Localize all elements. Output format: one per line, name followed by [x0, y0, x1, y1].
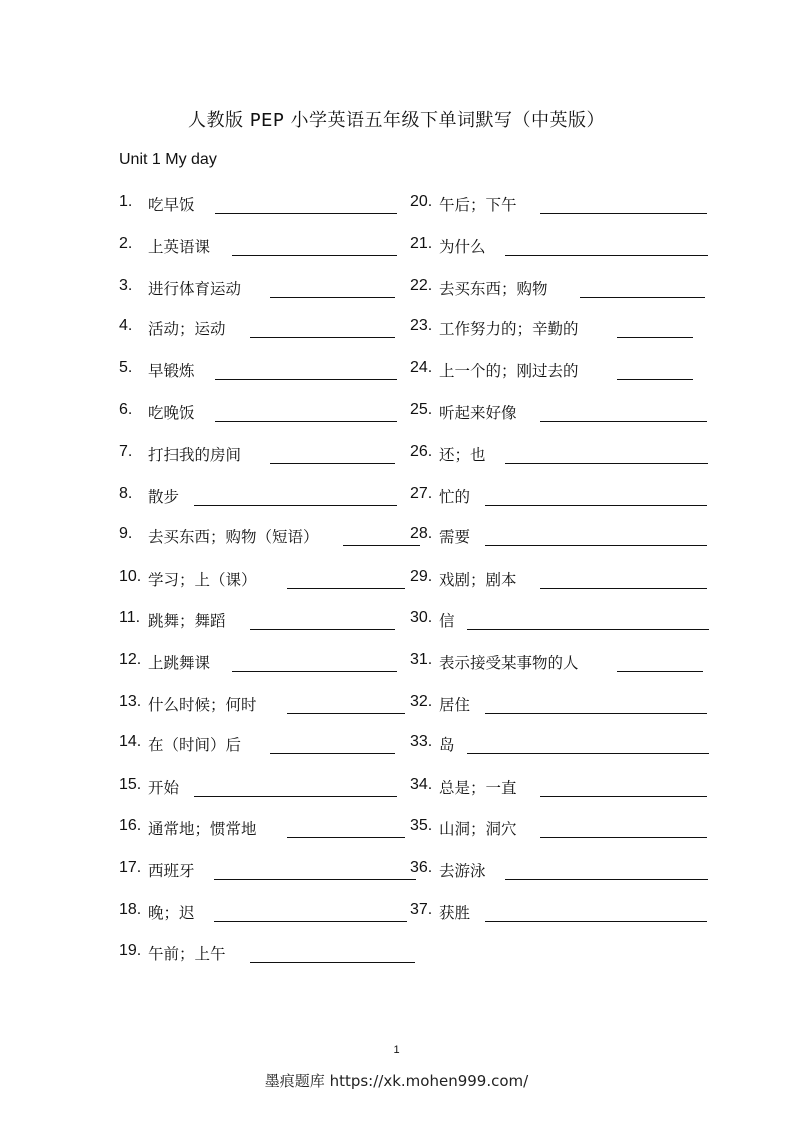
answer-blank-line[interactable] [485, 505, 707, 506]
item-chinese-meaning: 去买东西；购物（短语） [148, 528, 319, 546]
answer-blank-line[interactable] [540, 837, 707, 838]
item-chinese-meaning: 吃晚饭 [148, 404, 195, 422]
vocab-item [410, 817, 709, 839]
item-chinese-meaning: 学习；上（课） [148, 571, 257, 589]
vocab-item [410, 359, 695, 381]
answer-blank-line[interactable] [214, 879, 416, 880]
vocab-item [119, 693, 407, 715]
answer-blank-line[interactable] [270, 753, 395, 754]
vocab-item [410, 693, 709, 715]
answer-blank-line[interactable] [540, 588, 707, 589]
item-chinese-meaning: 表示接受某事物的人 [439, 654, 579, 672]
item-chinese-meaning: 打扫我的房间 [148, 446, 242, 464]
vocab-item [119, 235, 399, 257]
answer-blank-line[interactable] [617, 671, 703, 672]
item-number: 8. [119, 485, 133, 502]
vocab-item [410, 193, 709, 215]
item-number: 17. [119, 859, 142, 876]
item-chinese-meaning: 总是；一直 [439, 779, 517, 797]
vocab-item [119, 443, 397, 465]
item-chinese-meaning: 上英语课 [148, 238, 211, 256]
vocab-item [119, 609, 397, 631]
vocab-item [119, 485, 399, 507]
vocab-item [410, 525, 709, 547]
item-chinese-meaning: 跳舞；舞蹈 [148, 612, 226, 630]
item-chinese-meaning: 需要 [439, 528, 471, 546]
item-number: 16. [119, 817, 142, 834]
vocab-item [410, 568, 709, 590]
answer-blank-line[interactable] [505, 255, 708, 256]
answer-blank-line[interactable] [270, 297, 395, 298]
item-number: 20. [410, 193, 433, 210]
answer-blank-line[interactable] [232, 671, 397, 672]
vocab-item [410, 443, 710, 465]
answer-blank-line[interactable] [540, 421, 707, 422]
answer-blank-line[interactable] [250, 337, 395, 338]
item-chinese-meaning: 活动；运动 [148, 320, 226, 338]
item-chinese-meaning: 岛 [439, 736, 455, 754]
answer-blank-line[interactable] [485, 545, 707, 546]
vocab-item [119, 859, 418, 881]
item-chinese-meaning: 上一个的；刚过去的 [439, 362, 579, 380]
item-number: 21. [410, 235, 433, 252]
item-number: 26. [410, 443, 433, 460]
item-number: 31. [410, 651, 433, 668]
item-number: 34. [410, 776, 433, 793]
item-number: 36. [410, 859, 433, 876]
vocab-item [410, 317, 695, 339]
answer-blank-line[interactable] [467, 753, 709, 754]
item-number: 14. [119, 733, 142, 750]
item-chinese-meaning: 开始 [148, 779, 180, 797]
item-chinese-meaning: 上跳舞课 [148, 654, 211, 672]
item-number: 6. [119, 401, 133, 418]
item-number: 27. [410, 485, 433, 502]
vocab-item [410, 401, 709, 423]
vocab-item [410, 859, 710, 881]
item-chinese-meaning: 山洞；洞穴 [439, 820, 517, 838]
vocab-item [410, 277, 707, 299]
vocab-item [119, 733, 397, 755]
item-chinese-meaning: 午后；下午 [439, 196, 517, 214]
item-number: 11. [119, 609, 141, 626]
item-number: 13. [119, 693, 142, 710]
item-number: 33. [410, 733, 433, 750]
vocab-item [410, 485, 709, 507]
answer-blank-line[interactable] [580, 297, 705, 298]
answer-blank-line[interactable] [250, 629, 395, 630]
item-chinese-meaning: 午前；上午 [148, 945, 226, 963]
item-number: 7. [119, 443, 133, 460]
footer-watermark: 墨痕题库 https://xk.mohen999.com/ [264, 1072, 529, 1090]
item-number: 5. [119, 359, 133, 376]
answer-blank-line[interactable] [540, 213, 707, 214]
item-number: 9. [119, 525, 133, 542]
vocab-item [119, 817, 407, 839]
item-chinese-meaning: 早锻炼 [148, 362, 195, 380]
item-number: 28. [410, 525, 433, 542]
item-number: 25. [410, 401, 433, 418]
answer-blank-line[interactable] [215, 379, 397, 380]
item-number: 4. [119, 317, 133, 334]
answer-blank-line[interactable] [215, 421, 397, 422]
vocab-item [119, 193, 399, 215]
vocab-item [410, 901, 709, 923]
vocab-item [119, 568, 407, 590]
page-title: 人教版 PEP 小学英语五年级下单词默写（中英版） [187, 110, 606, 131]
answer-blank-line[interactable] [194, 505, 397, 506]
vocab-item [410, 733, 711, 755]
vocab-item [119, 651, 399, 673]
item-chinese-meaning: 忙的 [439, 488, 471, 506]
vocab-item [119, 942, 417, 964]
item-chinese-meaning: 还；也 [439, 446, 486, 464]
answer-blank-line[interactable] [617, 379, 693, 380]
vocab-item [119, 401, 399, 423]
item-number: 2. [119, 235, 133, 252]
item-chinese-meaning: 吃早饭 [148, 196, 195, 214]
item-chinese-meaning: 西班牙 [148, 862, 195, 880]
item-number: 29. [410, 568, 433, 585]
item-number: 32. [410, 693, 433, 710]
vocab-item [119, 277, 397, 299]
item-number: 12. [119, 651, 142, 668]
answer-blank-line[interactable] [270, 463, 395, 464]
vocab-item [119, 776, 399, 798]
item-chinese-meaning: 进行体育运动 [148, 280, 242, 298]
item-chinese-meaning: 居住 [439, 696, 471, 714]
item-number: 37. [410, 901, 433, 918]
item-chinese-meaning: 去买东西；购物 [439, 280, 548, 298]
vocab-item [119, 525, 422, 547]
item-number: 24. [410, 359, 433, 376]
vocab-item [410, 651, 705, 673]
item-chinese-meaning: 为什么 [439, 238, 486, 256]
item-chinese-meaning: 获胜 [439, 904, 471, 922]
item-number: 35. [410, 817, 433, 834]
vocab-item [410, 776, 709, 798]
item-chinese-meaning: 晚；迟 [148, 904, 195, 922]
answer-blank-line[interactable] [214, 921, 407, 922]
item-chinese-meaning: 在（时间）后 [148, 736, 242, 754]
item-chinese-meaning: 戏剧；剧本 [439, 571, 517, 589]
answer-blank-line[interactable] [467, 629, 709, 630]
item-number: 30. [410, 609, 433, 626]
item-number: 10. [119, 568, 142, 585]
answer-blank-line[interactable] [215, 213, 397, 214]
item-number: 19. [119, 942, 142, 959]
answer-blank-line[interactable] [287, 588, 405, 589]
item-chinese-meaning: 工作努力的；辛勤的 [439, 320, 579, 338]
item-number: 3. [119, 277, 133, 294]
answer-blank-line[interactable] [287, 837, 405, 838]
answer-blank-line[interactable] [485, 713, 707, 714]
item-chinese-meaning: 信 [439, 612, 455, 630]
answer-blank-line[interactable] [194, 796, 397, 797]
item-chinese-meaning: 听起来好像 [439, 404, 517, 422]
page-number: 1 [393, 1044, 400, 1056]
answer-blank-line[interactable] [505, 463, 708, 464]
item-chinese-meaning: 散步 [148, 488, 180, 506]
item-number: 15. [119, 776, 142, 793]
vocab-item [410, 235, 710, 257]
answer-blank-line[interactable] [232, 255, 397, 256]
answer-blank-line[interactable] [485, 921, 707, 922]
answer-blank-line[interactable] [505, 879, 708, 880]
answer-blank-line[interactable] [540, 796, 707, 797]
vocab-item [410, 609, 711, 631]
answer-blank-line[interactable] [250, 962, 415, 963]
item-chinese-meaning: 通常地；惯常地 [148, 820, 257, 838]
answer-blank-line[interactable] [617, 337, 693, 338]
item-number: 23. [410, 317, 433, 334]
answer-blank-line[interactable] [343, 545, 420, 546]
item-number: 1. [119, 193, 133, 210]
item-chinese-meaning: 什么时候；何时 [148, 696, 257, 714]
item-chinese-meaning: 去游泳 [439, 862, 486, 880]
item-number: 18. [119, 901, 142, 918]
vocab-item [119, 359, 399, 381]
vocab-item [119, 317, 397, 339]
answer-blank-line[interactable] [287, 713, 405, 714]
item-number: 22. [410, 277, 433, 294]
unit-heading: Unit 1 My day [119, 151, 217, 168]
vocab-item [119, 901, 409, 923]
